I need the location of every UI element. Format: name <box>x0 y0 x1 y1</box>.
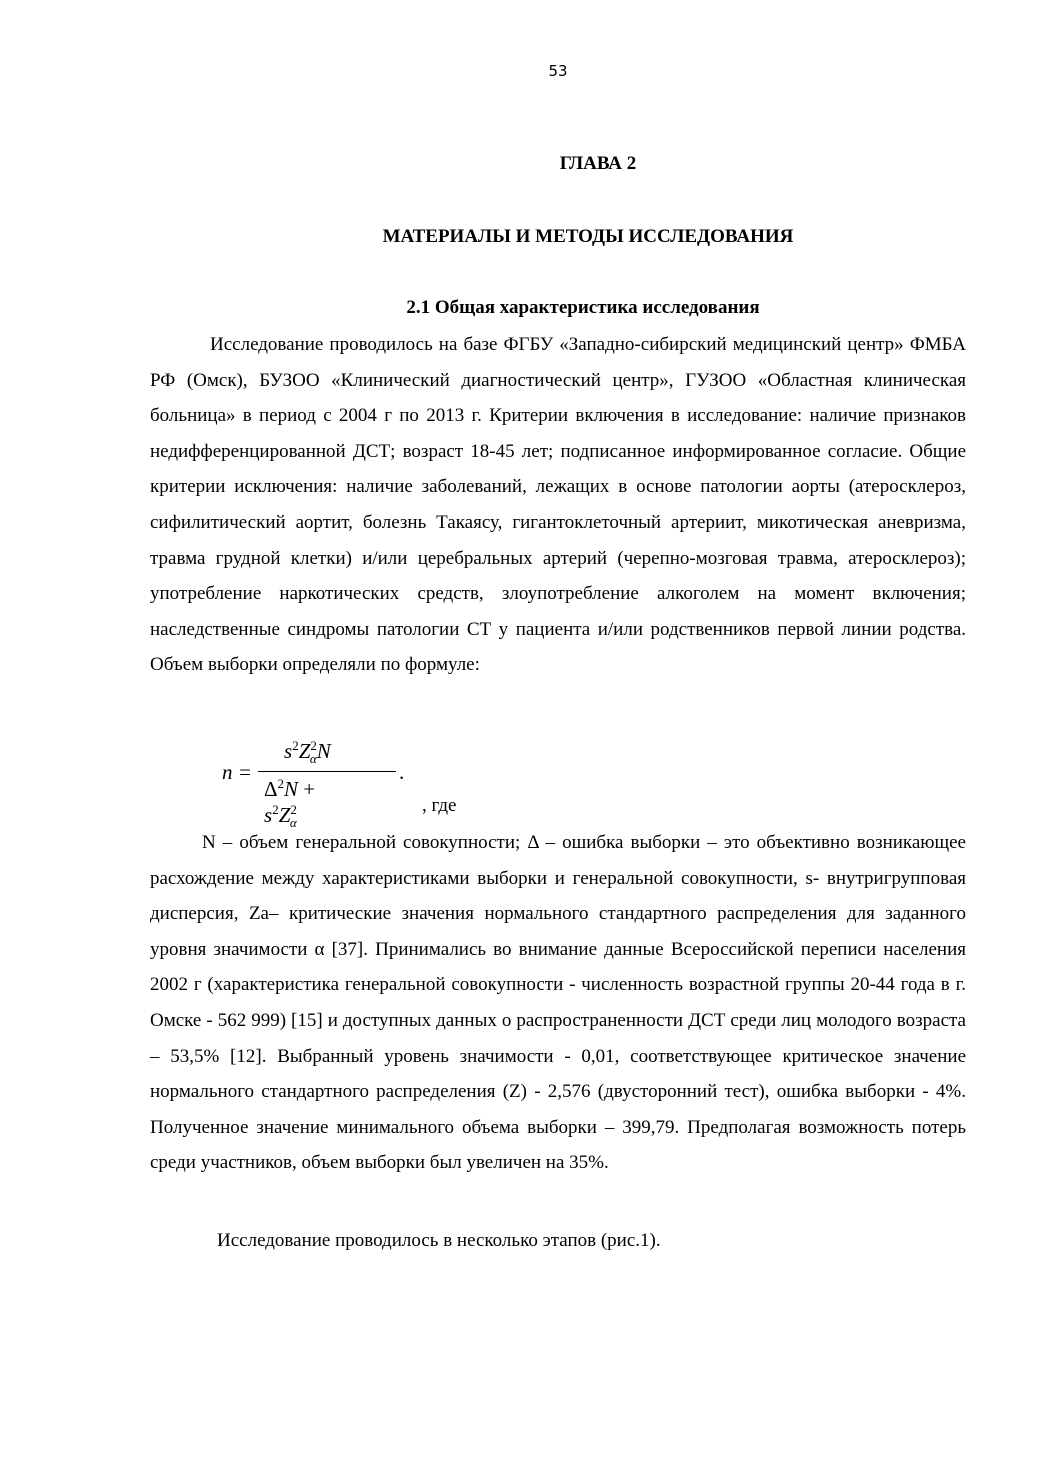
chapter-title: МАТЕРИАЛЫ И МЕТОДЫ ИССЛЕДОВАНИЯ <box>382 226 794 247</box>
chapter-heading: ГЛАВА 2 <box>559 153 637 174</box>
formula-where: , где <box>422 795 457 816</box>
paragraph-formula-explanation: N – объем генеральной совокупности; Δ – ошибка выборки – это объективно возникающее расхождение между характеристиками выборки и генеральной совокупности, s- внутригрупповая дисперсия, Zа– критические значения нормального стандартного распределения для заданного уровня значимости α [37]. Принимались во внимание данные Всероссийской переписи населения 2002 г (характеристика генеральной совокупности - численность возрастной группы 20-44 года в г. Омске - 562 999) [15] и доступных данных о распространенности ДСТ среди лиц молодого возраста – 53,5% [12]. Выбранный уровень значимости - 0,01, соответствующее критическое значение нормального стандартного распределения (Z) - 2,576 (двусторонний тест), ошибка выборки - 4%. Полученное значение минимального объема выборки – 399,79. Предполагая возможность потерь среди участников, объем выборки был увеличен на 35%. <box>150 832 966 1174</box>
formula-numerator: $s^2Z^2_\alpha N$ <box>284 738 331 767</box>
formula-denominator: $\Delta^2N + s^2Z^2_\alpha$ <box>264 776 316 831</box>
formula-period: . <box>399 760 405 784</box>
formula-lhs: n = <box>222 760 252 784</box>
page-number: 53 <box>548 62 568 80</box>
paragraph-stages: Исследование проводилось в несколько этапов (рис.1). <box>217 1230 661 1251</box>
paragraph-study-basis: Исследование проводилось на базе ФГБУ «Западно-сибирский медицинский центр» ФМБА РФ (Омск), БУЗОО «Клинический диагностический центр», ГУЗОО «Областная клиническая больница» в период с 2004 г по 2013 г. Критерии включения в исследование: наличие признаков недифференцированной ДСТ; возраст 18-45 лет; подписанное информированное согласие. Общие критерии исключения: наличие заболеваний, лежащих в основе патологии аорты (атеросклероз, сифилитический аортит, болезнь Такаясу, гигантоклеточный артериит, микотическая аневризма, травма грудной клетки) и/или церебральных артерий (черепно-мозговая травма, атеросклероз); употребление наркотических средств, злоупотребление алкоголем на момент включения; наследственные синдромы патологии СТ у пациента и/или родственников первой линии родства. Объем выборки определяли по формуле: <box>150 334 966 676</box>
section-heading: 2.1 Общая характеристика исследования <box>406 297 760 318</box>
formula-fraction-bar <box>258 771 396 772</box>
